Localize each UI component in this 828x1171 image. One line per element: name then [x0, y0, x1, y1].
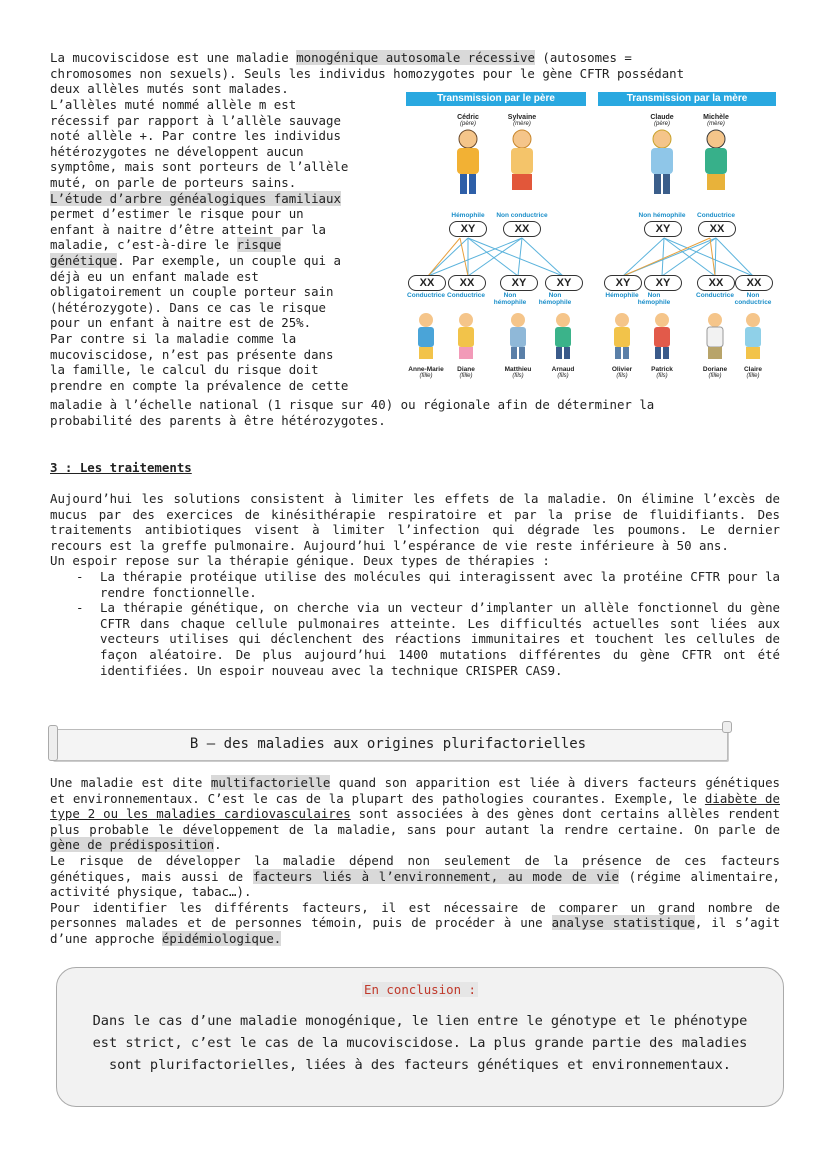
highlight-arbre: L’étude d’arbre généalogiques familiaux: [50, 190, 341, 206]
text-line: permet d’estimer le risque pour un: [50, 206, 304, 222]
genotype-badge: XX: [697, 275, 735, 291]
text-line: probabilité des parents à être hétérozygotes.: [50, 412, 386, 428]
banner-father: Transmission par le père: [406, 92, 586, 106]
child-icons: [418, 313, 761, 359]
scroll-curl: [722, 721, 732, 733]
highlight-predisposition: gène de prédisposition: [50, 837, 215, 853]
conclusion-heading: [57, 982, 783, 997]
highlight-risque: risque: [236, 237, 282, 253]
transmission-lines: [398, 92, 778, 392]
person-icon: [511, 130, 533, 190]
intro-text: (autosomes =: [534, 50, 632, 65]
child-caption: Non conductrice: [734, 292, 772, 306]
genotype-badge: XY: [644, 221, 682, 237]
child-name: Doriane (fille): [702, 366, 728, 379]
child-name: Claire (fille): [743, 366, 763, 379]
text-line: . Par exemple, un couple qui a: [117, 252, 341, 268]
list-item: [50, 600, 780, 678]
genotype-badge: XY: [545, 275, 583, 291]
text-line: maladie à l’échelle national (1 risque sur 40) ou régionale afin de déterminer la: [50, 397, 655, 412]
child-name: Olivier (fils): [611, 366, 633, 379]
highlight-monogenique: monogénique autosomale récessive: [296, 50, 535, 65]
parent-caption: Non hémophile: [638, 212, 686, 219]
genotype-badge: XY: [449, 221, 487, 237]
text-run: Pour identifier les différents facteurs, il est nécessaire de comparer un grand nombre de personnes malades et de personnes témoin, puis de procéder à une: [50, 899, 780, 931]
text-line: mucoviscidose, n’est pas présente dans: [50, 346, 334, 362]
child-name: Patrick (fils): [651, 366, 673, 379]
text-line: prendre en compte la prévalence de cette: [50, 377, 349, 393]
genotype-badge: XY: [500, 275, 538, 291]
parent-name-sylvaine: Sylvaine (mère): [507, 114, 537, 127]
genotype-badge: XX: [503, 221, 541, 237]
parent-caption: Non conductrice: [496, 212, 548, 219]
dash-bullet: -: [76, 600, 84, 616]
text-line: muté, on parle de porteurs sains.: [50, 174, 297, 190]
list-item-text: La thérapie génétique, on cherche via un vecteur d’implanter un allèle fonctionnel du gène CFTR dans chaque cellule pulmonaires atteinte. Les difficultés actuelles sont liées aux vecteurs utilises qui déclenchent des réactions immunitaires et touchent les cellules de façon aléatoire. De plus aujourd’hui 1400 mutations différentes du gène CFTR ont été identifiées. Un espoir nouveau avec la technique CRISPER CAS9.: [100, 600, 780, 678]
after-figure-text: [50, 397, 780, 428]
paragraph: [50, 900, 780, 947]
parent-name-claude: Claude (père): [650, 114, 674, 127]
underlined-example: diabète de type 2 ou les maladies cardiovasculaires: [50, 790, 780, 822]
child-caption: Non hémophile: [538, 292, 572, 306]
child-name: Arnaud (fils): [551, 366, 575, 379]
text-line: récessif par rapport à l’allèle sauvage: [50, 112, 341, 128]
hemophilia-transmission-figure: [398, 92, 778, 392]
child-caption: Conductrice: [407, 292, 445, 299]
section-3-title: 3 : Les traitements: [50, 460, 192, 475]
text-run: sont associées à des gènes dont certains allèles rendent plus probable le développement de la maladie, sans pour autant la rendre certaine. On parle de: [50, 806, 780, 837]
child-name: Diane (fille): [457, 366, 475, 379]
text-line: enfant à naitre d’être atteint par la: [50, 221, 327, 237]
intro-text: deux allèles mutés sont malades.: [50, 81, 289, 97]
parent-name-michele: Michèle (mère): [703, 114, 729, 127]
text-line: obligatoirement un couple porteur sain: [50, 284, 334, 300]
person-icon: [651, 130, 673, 194]
person-icon: [705, 130, 727, 190]
child-caption: Conductrice: [447, 292, 485, 299]
section-3-body: [50, 491, 780, 678]
text-run: , il s’agit d’une approche: [50, 915, 780, 946]
list-item-text: La thérapie protéique utilise des molécules qui interagissent avec la protéine CFTR pour la rendre fonctionnelle.: [100, 568, 780, 600]
genotype-badge: XX: [735, 275, 773, 291]
intro-paragraph: [50, 50, 780, 97]
intro-text: chromosomes non sexuels). Seuls les individus homozygotes pour le gène CFTR possédant: [50, 65, 685, 81]
text-line: pour un enfant à naitre est de 25%.: [50, 315, 312, 331]
section-b-body: [50, 775, 780, 947]
highlight-genetique: génétique: [50, 252, 118, 268]
genotype-badge: XY: [644, 275, 682, 291]
paragraph: [50, 775, 780, 853]
intro-text: La mucoviscidose est une maladie: [50, 50, 297, 65]
text-line: (hétérozygote). Dans ce cas le risque: [50, 299, 327, 315]
genotype-badge: XX: [448, 275, 486, 291]
highlight-environnement: facteurs liés à l’environnement, au mode de vie: [252, 868, 619, 884]
paragraph: [50, 853, 780, 900]
text-line: noté allèle +. Par contre les individus: [50, 128, 341, 144]
text-run: (régime alimentaire, activité physique, tabac…).: [50, 868, 780, 900]
child-caption: Non hémophile: [637, 292, 671, 306]
section-b-banner: [48, 725, 728, 761]
highlight-statistique: analyse statistique: [551, 915, 695, 931]
parent-name-cedric: Cédric (père): [457, 114, 479, 127]
text-run: quand son apparition est liée à divers facteurs génétiques et environnementaux. C’est le cas de la plupart des pathologies courantes. Exemple, le: [50, 775, 780, 806]
highlight-epidemiologique: épidémiologique.: [161, 930, 282, 946]
genotype-badge: XX: [408, 275, 446, 291]
child-caption: Hémophile: [605, 292, 639, 299]
text-line: déjà eu un enfant malade est: [50, 268, 259, 284]
text-run: .: [214, 837, 222, 853]
text-line: L’allèles muté nommé allèle m est: [50, 97, 297, 112]
parent-caption: Conductrice: [697, 212, 735, 219]
genotype-badge: XY: [604, 275, 642, 291]
text-line: hétérozygotes ne développent aucun: [50, 143, 304, 159]
text-line: maladie, c’est-à-dire le: [50, 237, 237, 253]
dash-bullet: -: [76, 568, 84, 584]
text-line: symptôme, mais sont porteurs de l’allèle: [50, 159, 349, 175]
text-run: Une maladie est dite: [50, 775, 211, 790]
paragraph: Aujourd’hui les solutions consistent à limiter les effets de la maladie. On élimine l’excès de mucus par des exercices de kinésithérapie respiratoire et par la prise de fluidifiants. Des traitements antibiotiques visent à limiter l’infection qui dégrade les poumons. Le dernier recours est la greffe pulmonaire. Aujourd’hui l’espérance de vie reste inférieure à 50 ans.: [50, 491, 780, 553]
section-b-title: B – des maladies aux origines plurifactorielles: [189, 736, 587, 752]
child-name: Anne-Marie (fille): [408, 366, 444, 379]
conclusion-text: Dans le cas d’une maladie monogénique, le lien entre le génotype et le phénotype est strict, c’est le cas de la mucoviscidose. La plus grande partie des maladies sont plurifactorielles, liées à des facteurs génétiques et environnementaux.: [92, 1013, 748, 1073]
banner-mother: Transmission par la mère: [598, 92, 776, 106]
paragraph: Un espoir repose sur la thérapie génique. Deux types de thérapies :: [50, 553, 550, 569]
child-caption: Non hémophile: [493, 292, 527, 306]
left-column-text: [50, 97, 385, 393]
parent-caption: Hémophile: [451, 212, 485, 219]
child-caption: Conductrice: [696, 292, 734, 299]
person-icon: [457, 130, 479, 194]
therapy-list: [50, 569, 780, 678]
genotype-badge: XX: [698, 221, 736, 237]
conclusion-box: [56, 967, 784, 1107]
conclusion-heading-text: En conclusion :: [364, 982, 476, 997]
text-line: la famille, le calcul du risque doit: [50, 362, 319, 378]
child-name: Matthieu (fils): [504, 366, 532, 379]
text-line: Par contre si la maladie comme la: [50, 330, 297, 346]
text-run: Le risque de développer la maladie dépend non seulement de la présence de ces facteurs génétiques, mais aussi de: [50, 852, 780, 884]
highlight-multifactorielle: multifactorielle: [210, 775, 331, 790]
list-item: [50, 569, 780, 600]
